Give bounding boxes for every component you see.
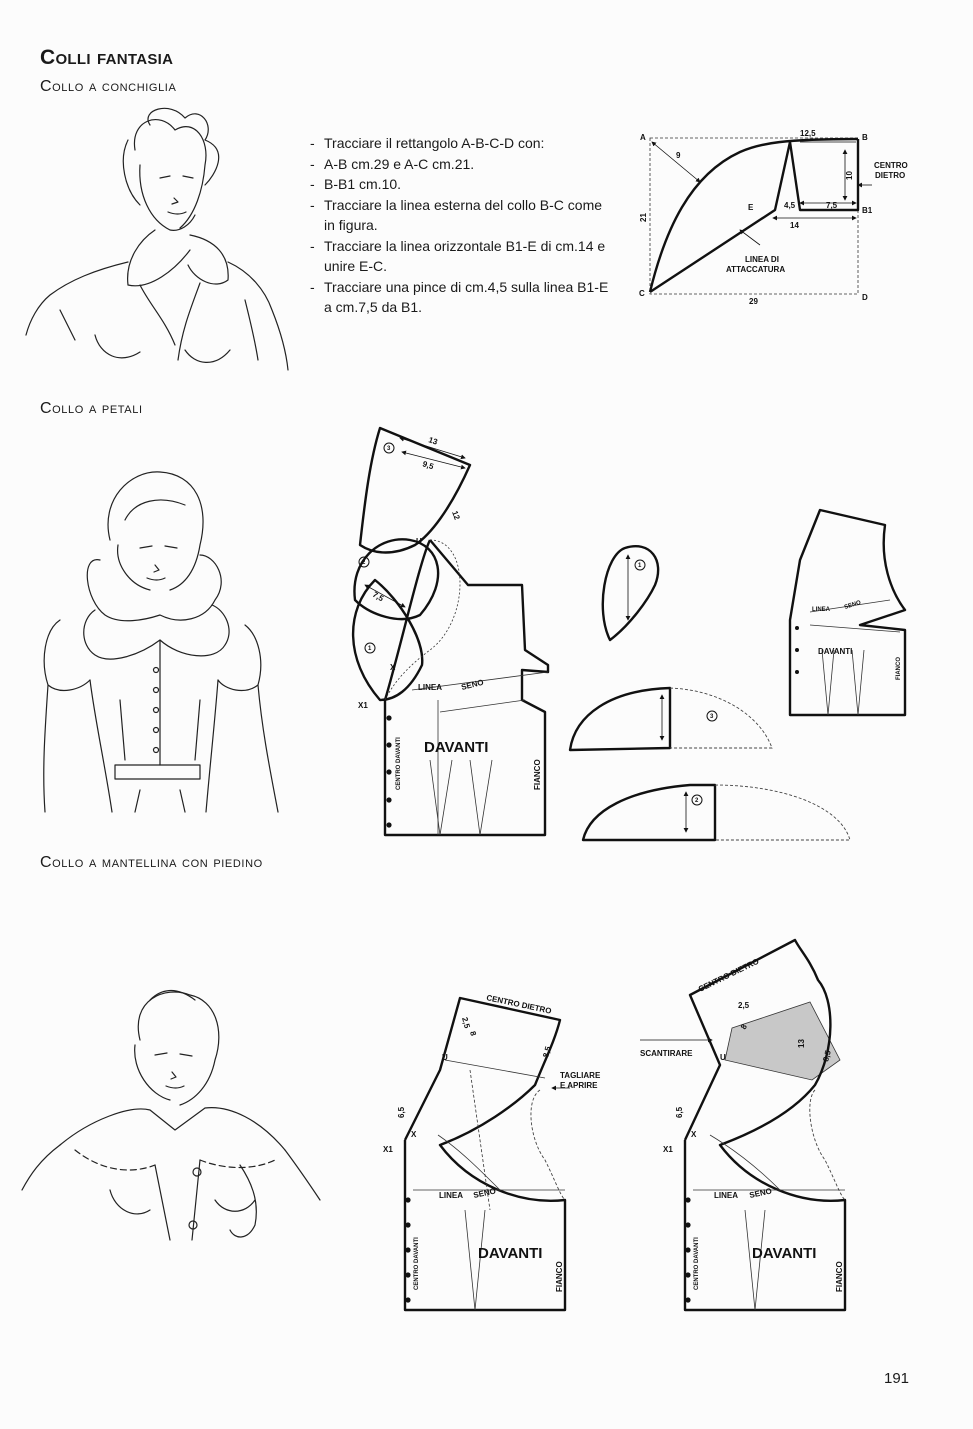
measure-29: 29 bbox=[749, 297, 758, 306]
bodice-outline bbox=[405, 998, 565, 1310]
label-seno: SENO bbox=[472, 1186, 497, 1200]
petal-number-3b: 3 bbox=[710, 714, 714, 720]
label-tagliare: TAGLIARE bbox=[560, 1071, 601, 1080]
instruction-item: - Tracciare la linea orizzontale B1-E di cm.14 e unire E-C. bbox=[310, 236, 610, 277]
svg-text:1: 1 bbox=[638, 563, 642, 569]
point-c: C bbox=[639, 289, 645, 298]
label-scantirare: SCANTIRARE bbox=[640, 1049, 693, 1058]
measure-13: 13 bbox=[797, 1039, 806, 1048]
measure-12: 12 bbox=[450, 509, 462, 522]
svg-text:X: X bbox=[691, 1130, 697, 1139]
point-b: B bbox=[862, 133, 868, 142]
measure-13: 13 bbox=[427, 435, 439, 447]
label-centro-davanti: CENTRO DAVANTI bbox=[414, 1237, 420, 1290]
point-x1: X1 bbox=[358, 701, 368, 710]
petal-piece-1 bbox=[603, 546, 658, 640]
section-title-petali: Collo a petali bbox=[40, 400, 143, 417]
point-b1: B1 bbox=[862, 206, 873, 215]
label-centro-dietro-right: CENTRO DIETRO bbox=[696, 956, 761, 994]
point-u: U bbox=[442, 1053, 448, 1062]
measure-8: 8 bbox=[468, 1030, 478, 1037]
measure-14: 14 bbox=[790, 221, 799, 230]
measure-7-5: 7,5 bbox=[826, 201, 838, 210]
section-title-mantellina: Collo a mantellina con piedino bbox=[40, 854, 263, 871]
measure-8-right: 8 bbox=[738, 1022, 749, 1031]
measure-12-5: 12,5 bbox=[800, 129, 816, 138]
fashion-sketch-mantellina bbox=[22, 991, 320, 1240]
petal-piece-2 bbox=[583, 785, 715, 840]
instruction-item: - Tracciare la linea esterna del collo B-C come in figura. bbox=[310, 195, 610, 236]
petal-number-3: 3 bbox=[387, 446, 391, 452]
point-u: U bbox=[416, 537, 422, 546]
svg-text:SENO: SENO bbox=[748, 1186, 773, 1200]
instruction-item: - A-B cm.29 e A-C cm.21. bbox=[310, 154, 610, 175]
diagram-mantellina-left bbox=[383, 993, 601, 1310]
petal-piece-3 bbox=[570, 688, 670, 750]
svg-text:6,5: 6,5 bbox=[675, 1106, 684, 1118]
label-linea-di: LINEA DI bbox=[745, 255, 779, 264]
label-attaccatura: ATTACCATURA bbox=[726, 265, 786, 274]
label-fianco: FIANCO bbox=[555, 1261, 564, 1292]
label-davanti: DAVANTI bbox=[478, 1245, 543, 1262]
label-centro-dietro: CENTRO DIETRO bbox=[485, 993, 553, 1016]
small-bodice bbox=[790, 510, 905, 715]
svg-text:FIANCO: FIANCO bbox=[835, 1261, 844, 1292]
point-a: A bbox=[640, 133, 646, 142]
measure-2-5-right: 2,5 bbox=[738, 1001, 750, 1010]
measure-9-5: 9,5 bbox=[421, 459, 435, 472]
label-davanti: DAVANTI bbox=[424, 739, 489, 756]
svg-text:X1: X1 bbox=[663, 1145, 673, 1154]
point-d: D bbox=[862, 293, 868, 302]
label-centro: CENTRO bbox=[874, 161, 908, 170]
diagram-mantellina-right bbox=[640, 940, 845, 1310]
measure-8-5-right: 8,5 bbox=[821, 1049, 833, 1063]
label-centro-davanti: CENTRO DAVANTI bbox=[396, 737, 402, 790]
instruction-item: - Tracciare una pince di cm.4,5 sulla linea B1-E a cm.7,5 da B1. bbox=[310, 277, 610, 318]
svg-text:SENO: SENO bbox=[843, 599, 862, 611]
measure-10: 10 bbox=[845, 171, 854, 180]
measure-6-5: 6,5 bbox=[397, 1106, 406, 1118]
measure-9: 9 bbox=[676, 151, 681, 160]
petal-number-2b: 2 bbox=[695, 798, 699, 804]
measure-8-5: 8,5 bbox=[541, 1045, 553, 1059]
petal-number-2: 2 bbox=[362, 560, 366, 566]
point-x1: X1 bbox=[383, 1145, 393, 1154]
svg-text:LINEA: LINEA bbox=[714, 1191, 738, 1200]
page-title: Colli fantasia bbox=[40, 46, 174, 69]
petal-number-1: 1 bbox=[368, 646, 372, 652]
measure-21: 21 bbox=[639, 213, 648, 222]
instruction-item: - Tracciare il rettangolo A-B-C-D con: bbox=[310, 133, 610, 154]
label-seno: SENO bbox=[460, 677, 485, 692]
measure-2-5: 2,5 bbox=[460, 1016, 472, 1030]
fashion-sketch-conchiglia bbox=[26, 108, 288, 370]
label-fianco: FIANCO bbox=[533, 759, 542, 790]
label-linea: LINEA bbox=[439, 1191, 463, 1200]
point-e: E bbox=[748, 203, 754, 212]
point-x: X bbox=[411, 1130, 417, 1139]
svg-text:U: U bbox=[720, 1053, 726, 1062]
label-dietro: DIETRO bbox=[875, 171, 906, 180]
measure-7-5: 7,5 bbox=[371, 589, 386, 604]
diagram-conchiglia bbox=[639, 129, 908, 306]
diagram-petali bbox=[353, 428, 905, 840]
svg-text:CENTRO DAVANTI: CENTRO DAVANTI bbox=[694, 1237, 700, 1290]
fashion-sketch-petali bbox=[44, 472, 278, 812]
label-e-aprire: E APRIRE bbox=[560, 1081, 598, 1090]
section-title-conchiglia: Collo a conchiglia bbox=[40, 78, 177, 95]
point-x: X bbox=[390, 663, 396, 672]
label-linea: LINEA bbox=[418, 683, 442, 692]
page-number: 191 bbox=[884, 1370, 910, 1387]
label-davanti-right: DAVANTI bbox=[752, 1245, 817, 1262]
instruction-item: - B-B1 cm.10. bbox=[310, 174, 610, 195]
label-davanti-small: DAVANTI bbox=[818, 647, 853, 656]
svg-text:LINEA: LINEA bbox=[812, 607, 830, 613]
svg-text:FIANCO: FIANCO bbox=[896, 657, 902, 680]
measure-4-5: 4,5 bbox=[784, 201, 796, 210]
